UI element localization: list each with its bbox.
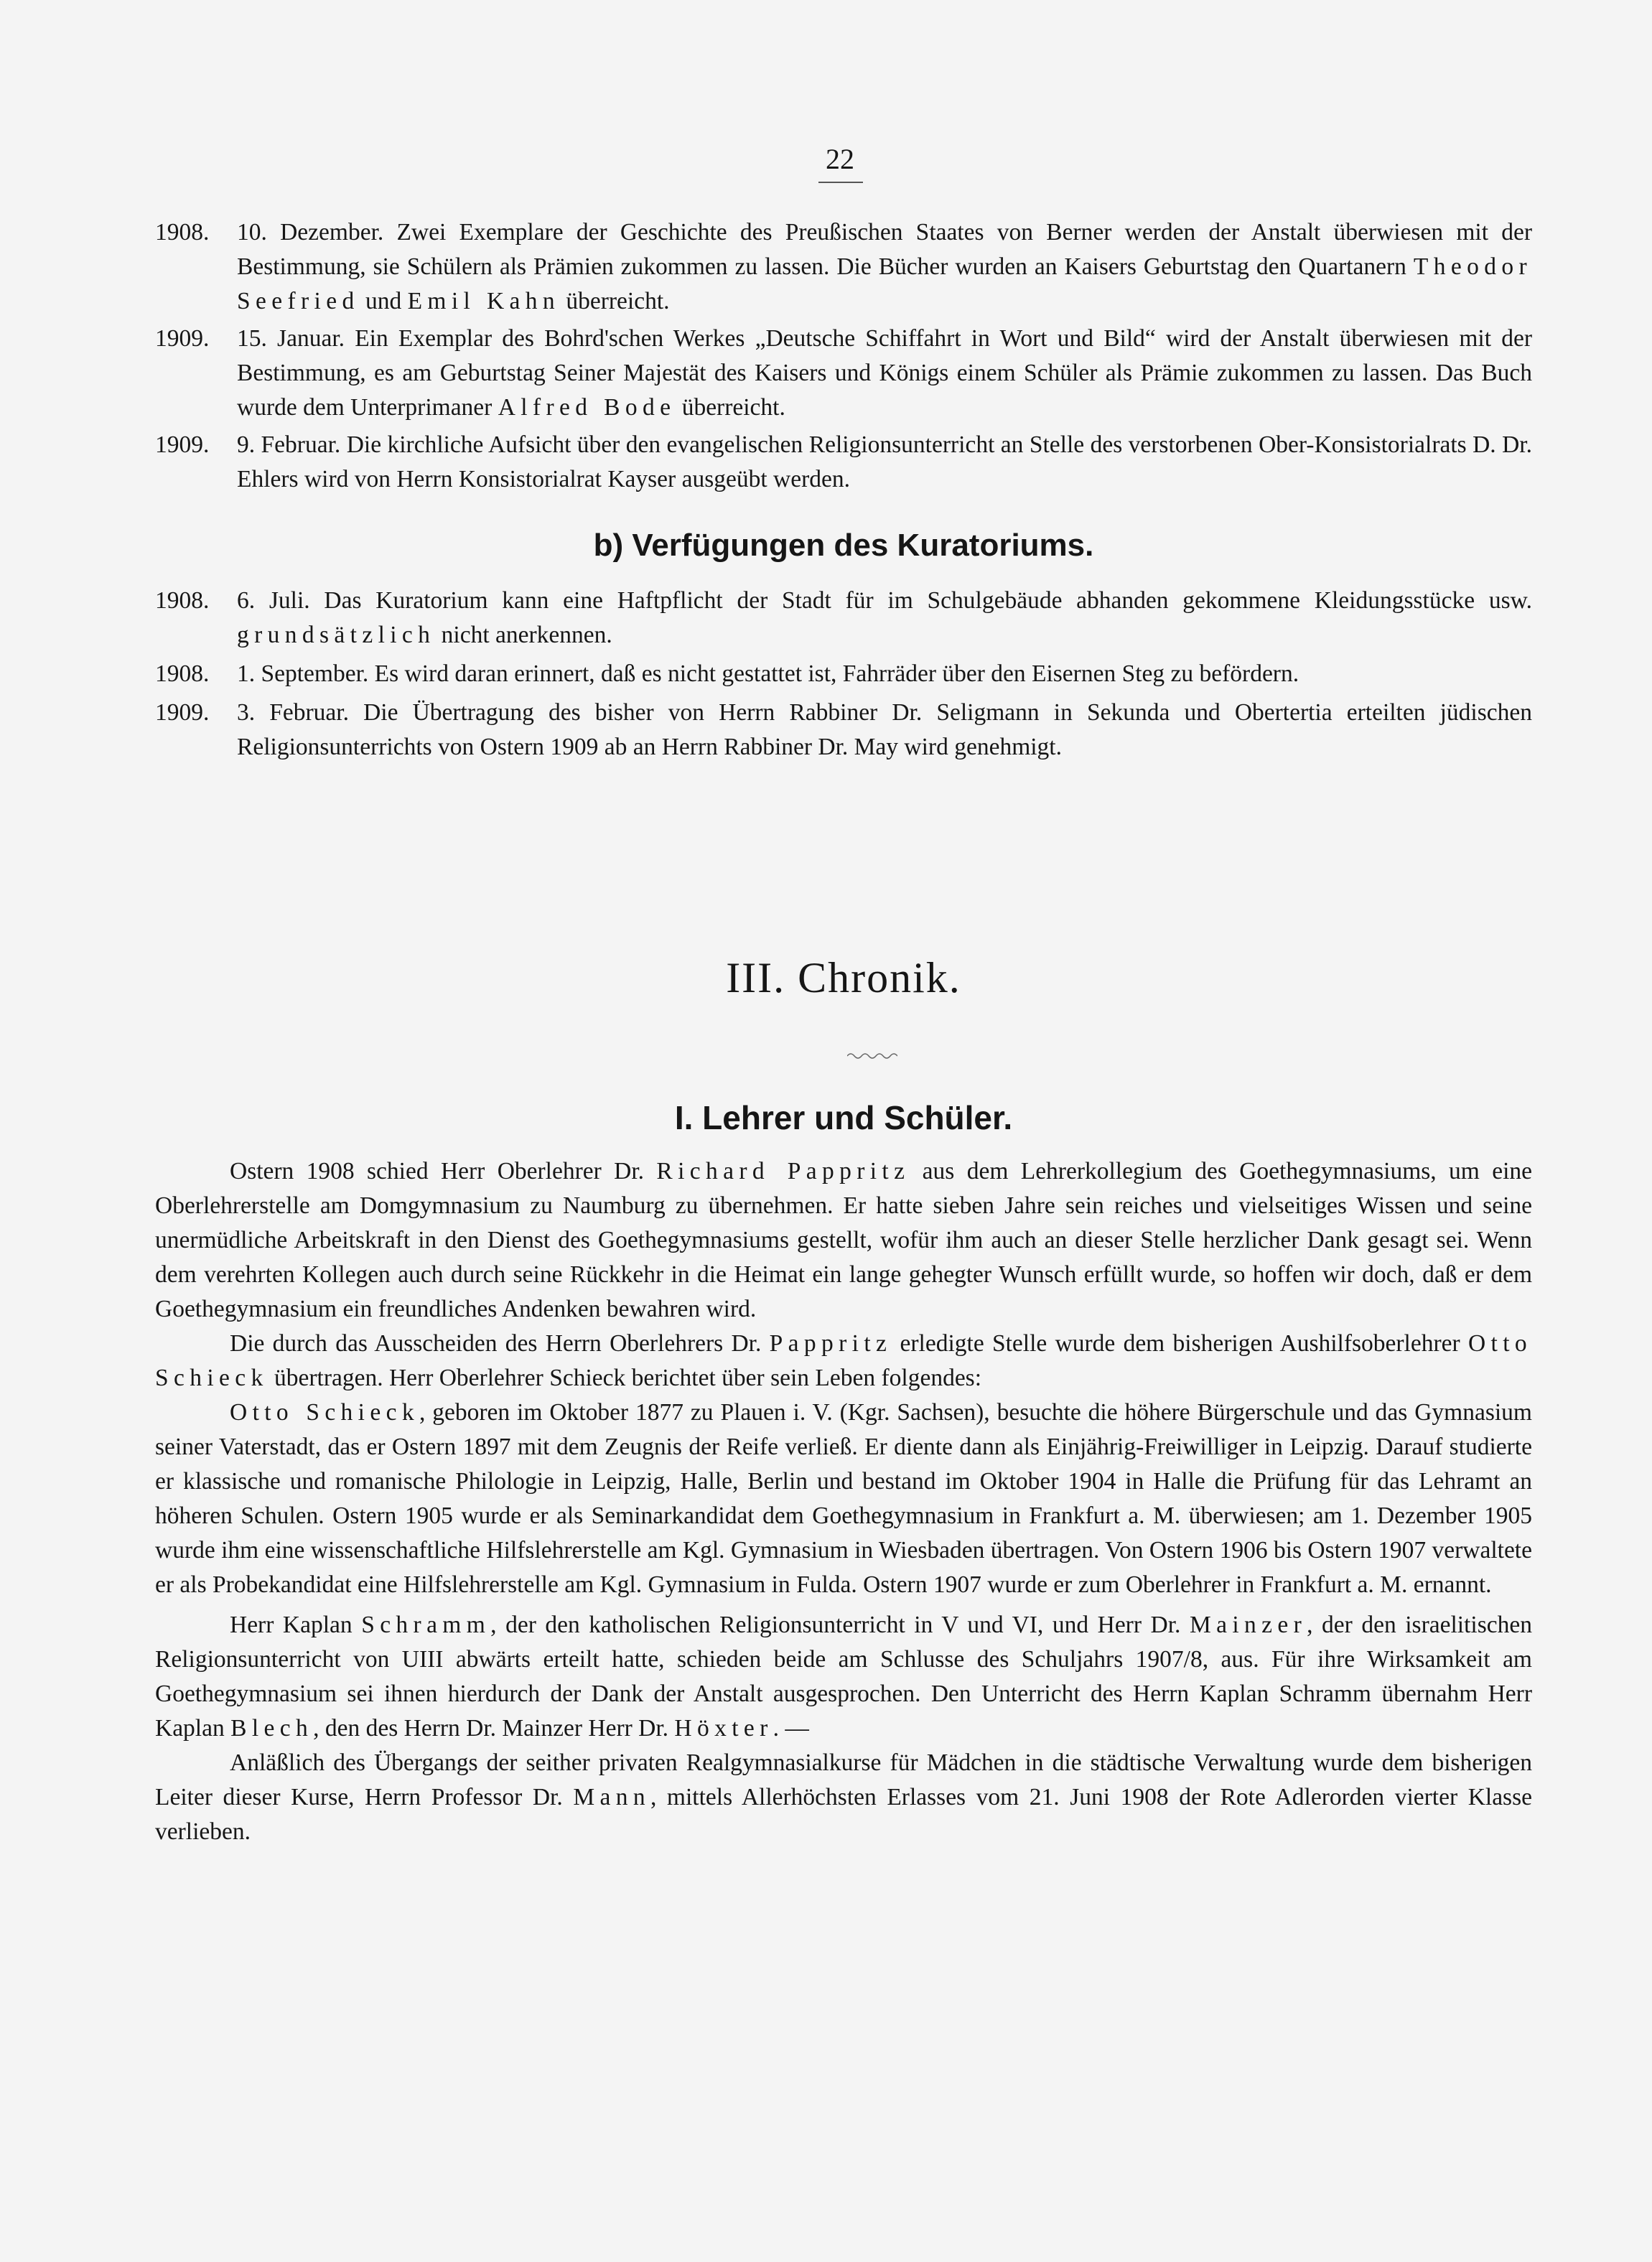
entry-text: 3. Februar. Die Übertragung des bisher von Herrn Rabbiner Dr. Seligmann in Sekunda und Obertertia erteilten jüdischen Religionsunterrichts von Ostern 1909 ab an Herrn Rabbiner Dr. May wird genehmigt.	[237, 699, 1532, 760]
section-b-entries	[155, 584, 1532, 765]
chronicle-entry	[155, 696, 1532, 765]
student-name: Theodor Seefried	[237, 253, 1532, 314]
teacher-name: Richard Pappritz	[656, 1158, 910, 1184]
entry-text: 6. Juli. Das Kuratorium kann eine Haftpflicht der Stadt für im Schulgebäude abhanden gekommene Kleidungsstücke usw. grundsätzlich nicht anerkennen.	[237, 587, 1532, 648]
teacher-name: Pappritz	[769, 1330, 892, 1357]
paragraph: Die durch das Ausscheiden des Herrn Oberlehrers Dr. Pappritz erledigte Stelle wurde dem bisherigen Aushilfsoberlehrer Otto Schieck übertragen. Herr Oberlehrer Schieck berichtet über sein Leben folgendes:	[155, 1330, 1532, 1391]
teacher-name: Schramm	[361, 1612, 491, 1638]
entry-text: 1. September. Es wird daran erinnert, daß es nicht gestattet ist, Fahrräder über den Eisernen Steg zu befördern.	[237, 660, 1299, 687]
paragraph: Anläßlich des Übergangs der seither privaten Realgymnasialkurse für Mädchen in die städtische Verwaltung wurde dem bisherigen Leiter dieser Kurse, Herrn Professor Dr. Mann, mittels Allerhöchsten Erlasses vom 21. Juni 1908 der Rote Adlerorden vierter Klasse verlieben.	[155, 1749, 1532, 1845]
chronicle-entry	[155, 322, 1532, 425]
entry-year: 1908.	[155, 219, 210, 246]
chronicle-entry	[155, 584, 1532, 653]
teacher-name: Mann	[573, 1784, 650, 1810]
entry-year: 1909.	[155, 431, 210, 458]
page-number: 22	[826, 143, 854, 175]
chapter-heading: III. Chronik.	[726, 954, 961, 1001]
entry-year: 1909.	[155, 325, 210, 352]
teacher-name: Mainzer	[1189, 1612, 1307, 1638]
section-a-entries	[155, 215, 1532, 497]
section-b-heading: b) Verfügungen des Kuratoriums.	[593, 528, 1094, 563]
entry-text: 9. Februar. Die kirchliche Aufsicht über den evangelischen Religionsunterricht an Stelle des verstorbenen Ober-Konsistorialrats D. Dr. Ehlers wird von Herrn Konsistorialrat Kayser ausgeübt werden.	[237, 431, 1532, 492]
page-number-underline	[818, 182, 863, 183]
entry-year: 1909.	[155, 699, 210, 726]
chronicle-entry	[155, 428, 1532, 497]
chronicle-body	[155, 1154, 1532, 1849]
entry-year: 1908.	[155, 660, 210, 687]
entry-year: 1908.	[155, 587, 210, 614]
teacher-name: Otto Schieck	[155, 1330, 1532, 1391]
paragraph: Otto Schieck, geboren im Oktober 1877 zu Plauen i. V. (Kgr. Sachsen), besuchte die höhere Bürgerschule und das Gymnasium seiner Vaterstadt, das er Ostern 1897 mit dem Zeugnis der Reife verließ. Er diente dann als Einjährig-Freiwilliger in Leipzig. Darauf studierte er klassische und romanische Philologie in Leipzig, Halle, Berlin und bestand im Oktober 1904 in Halle die Prüfung für das Lehramt an höheren Schulen. Ostern 1905 wurde er als Seminarkandidat dem Goethegymnasium in Frankfurt a. M. überwiesen; am 1. Dezember 1905 wurde ihm eine wissenschaftliche Hilfslehrerstelle am Kgl. Gymnasium in Wiesbaden übertragen. Von Ostern 1906 bis Ostern 1907 verwaltete er als Probekandidat eine Hilfslehrerstelle am Kgl. Gymnasium in Fulda. Ostern 1907 wurde er zum Oberlehrer in Frankfurt a. M. ernannt.	[155, 1399, 1532, 1598]
entry-text: 10. Dezember. Zwei Exemplare der Geschichte des Preußischen Staates von Berner werden der Anstalt überwiesen mit der Bestimmung, sie Schülern als Prämien zukommen zu lassen. Die Bücher wurden an Kaisers Geburtstag den Quartanern Theodor Seefried und Emil Kahn überreicht.	[237, 219, 1532, 314]
teacher-name: Blech	[230, 1715, 314, 1742]
paragraph: Herr Kaplan Schramm, der den katholischen Religionsunterricht in V und VI, und Herr Dr. Mainzer, der den israelitischen Religionsunterricht von UIII abwärts erteilt hatte, schieden beide am Schlusse des Schuljahrs 1907/8, aus. Für ihre Wirksamkeit am Goethegymnasium sei ihnen hierdurch der Dank der Anstalt ausgesprochen. Den Unterricht des Herrn Kaplan Schramm übernahm Herr Kaplan Blech, den des Herrn Dr. Mainzer Herr Dr. Höxter. —	[155, 1612, 1532, 1742]
chronicle-entry	[155, 657, 1532, 691]
emphasis: grundsätzlich	[237, 622, 436, 648]
subsection-heading: I. Lehrer und Schüler.	[674, 1099, 1013, 1136]
paragraph: Ostern 1908 schied Herr Oberlehrer Dr. Richard Pappritz aus dem Lehrerkollegium des Goethegymnasiums, um eine Oberlehrerstelle am Domgymnasium zu Naumburg zu übernehmen. Er hatte sieben Jahre sein reiches und vielseitiges Wissen und seine unermüdliche Arbeitskraft in den Dienst des Goethegymnasiums gestellt, wofür ihm auch an dieser Stelle herzlicher Dank gesagt sei. Wenn dem verehrten Kollegen auch durch seine Rückkehr in die Heimat ein lange gehegter Wunsch erfüllt wurde, so hoffen wir doch, daß er dem Goethegymnasium ein freundliches Andenken bewahren wird.	[155, 1158, 1532, 1322]
entry-text: 15. Januar. Ein Exemplar des Bohrd'schen Werkes „Deutsche Schiffahrt in Wort und Bild“ wird der Anstalt überwiesen mit der Bestimmung, es am Geburtstag Seiner Majestät des Kaisers und Königs einem Schüler als Prämie zukommen zu lassen. Das Buch wurde dem Unterprimaner Alfred Bode überreicht.	[237, 325, 1532, 421]
teacher-name: Höxter	[674, 1715, 773, 1742]
student-name: Alfred Bode	[498, 394, 676, 421]
ornament-squiggle	[847, 1052, 897, 1060]
student-name: Emil Kahn	[407, 288, 560, 314]
teacher-name: Otto Schieck	[230, 1399, 419, 1426]
chronicle-entry	[155, 215, 1532, 319]
